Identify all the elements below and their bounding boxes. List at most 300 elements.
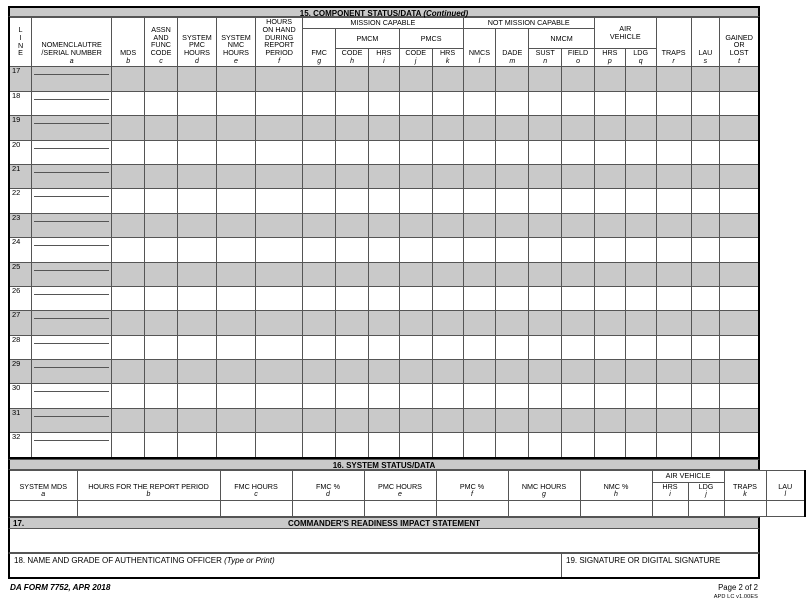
cell-h[interactable] [336, 360, 369, 384]
cell-d[interactable] [177, 262, 216, 286]
cell-g[interactable] [303, 91, 336, 115]
cell-k[interactable] [432, 311, 463, 335]
cell-d[interactable] [177, 433, 216, 458]
cell-n[interactable] [529, 384, 562, 408]
cell-p[interactable] [594, 67, 625, 91]
cell-i[interactable] [368, 384, 399, 408]
cell-q[interactable] [625, 408, 656, 432]
cell-r[interactable] [656, 189, 691, 213]
cell-k[interactable] [432, 189, 463, 213]
cell-l[interactable] [463, 213, 496, 237]
cell-c[interactable] [145, 335, 178, 359]
s16-entry-system-mds[interactable] [9, 500, 77, 516]
cell-nomenclature-serial[interactable] [32, 262, 112, 286]
cell-t[interactable] [720, 238, 759, 262]
cell-j[interactable] [399, 286, 432, 310]
cell-s[interactable] [691, 91, 720, 115]
cell-l[interactable] [463, 433, 496, 458]
cell-s[interactable] [691, 189, 720, 213]
s16-entry-pmc-hours[interactable] [364, 500, 436, 516]
cell-q[interactable] [625, 384, 656, 408]
cell-p[interactable] [594, 91, 625, 115]
cell-r[interactable] [656, 433, 691, 458]
cell-l[interactable] [463, 140, 496, 164]
cell-f[interactable] [256, 360, 303, 384]
cell-j[interactable] [399, 164, 432, 188]
cell-p[interactable] [594, 189, 625, 213]
cell-e[interactable] [216, 286, 255, 310]
cell-q[interactable] [625, 189, 656, 213]
cell-nomenclature-serial[interactable] [32, 189, 112, 213]
cell-t[interactable] [720, 408, 759, 432]
cell-f[interactable] [256, 433, 303, 458]
cell-s[interactable] [691, 116, 720, 140]
cell-b[interactable] [112, 67, 145, 91]
cell-f[interactable] [256, 262, 303, 286]
cell-i[interactable] [368, 262, 399, 286]
cell-b[interactable] [112, 408, 145, 432]
cell-f[interactable] [256, 384, 303, 408]
cell-t[interactable] [720, 164, 759, 188]
cell-q[interactable] [625, 335, 656, 359]
cell-q[interactable] [625, 164, 656, 188]
cell-j[interactable] [399, 238, 432, 262]
cell-o[interactable] [562, 384, 595, 408]
cell-n[interactable] [529, 433, 562, 458]
cell-f[interactable] [256, 164, 303, 188]
cell-n[interactable] [529, 116, 562, 140]
cell-c[interactable] [145, 238, 178, 262]
cell-p[interactable] [594, 238, 625, 262]
cell-b[interactable] [112, 262, 145, 286]
cell-o[interactable] [562, 311, 595, 335]
cell-e[interactable] [216, 262, 255, 286]
cell-p[interactable] [594, 140, 625, 164]
section-19-field[interactable] [562, 554, 758, 577]
cell-nomenclature-serial[interactable] [32, 238, 112, 262]
cell-o[interactable] [562, 335, 595, 359]
cell-p[interactable] [594, 360, 625, 384]
cell-d[interactable] [177, 360, 216, 384]
s16-entry-hours-report-period[interactable] [77, 500, 220, 516]
cell-r[interactable] [656, 140, 691, 164]
cell-h[interactable] [336, 91, 369, 115]
cell-q[interactable] [625, 433, 656, 458]
cell-k[interactable] [432, 384, 463, 408]
cell-g[interactable] [303, 335, 336, 359]
cell-i[interactable] [368, 238, 399, 262]
cell-i[interactable] [368, 116, 399, 140]
cell-c[interactable] [145, 189, 178, 213]
cell-n[interactable] [529, 189, 562, 213]
cell-j[interactable] [399, 116, 432, 140]
cell-g[interactable] [303, 140, 336, 164]
cell-g[interactable] [303, 238, 336, 262]
cell-l[interactable] [463, 116, 496, 140]
cell-m[interactable] [496, 116, 529, 140]
cell-j[interactable] [399, 384, 432, 408]
cell-j[interactable] [399, 335, 432, 359]
cell-m[interactable] [496, 433, 529, 458]
cell-o[interactable] [562, 140, 595, 164]
cell-d[interactable] [177, 286, 216, 310]
cell-c[interactable] [145, 311, 178, 335]
cell-p[interactable] [594, 384, 625, 408]
cell-s[interactable] [691, 311, 720, 335]
cell-l[interactable] [463, 238, 496, 262]
cell-d[interactable] [177, 335, 216, 359]
cell-t[interactable] [720, 286, 759, 310]
cell-t[interactable] [720, 116, 759, 140]
cell-r[interactable] [656, 360, 691, 384]
cell-m[interactable] [496, 238, 529, 262]
cell-q[interactable] [625, 67, 656, 91]
cell-k[interactable] [432, 408, 463, 432]
cell-o[interactable] [562, 91, 595, 115]
cell-nomenclature-serial[interactable] [32, 67, 112, 91]
cell-o[interactable] [562, 67, 595, 91]
cell-d[interactable] [177, 213, 216, 237]
cell-g[interactable] [303, 433, 336, 458]
cell-s[interactable] [691, 335, 720, 359]
cell-h[interactable] [336, 238, 369, 262]
cell-s[interactable] [691, 213, 720, 237]
cell-h[interactable] [336, 262, 369, 286]
s16-entry-traps[interactable] [724, 500, 766, 516]
cell-j[interactable] [399, 140, 432, 164]
cell-t[interactable] [720, 189, 759, 213]
cell-r[interactable] [656, 238, 691, 262]
cell-g[interactable] [303, 67, 336, 91]
cell-j[interactable] [399, 262, 432, 286]
cell-k[interactable] [432, 335, 463, 359]
cell-j[interactable] [399, 408, 432, 432]
cell-b[interactable] [112, 140, 145, 164]
cell-b[interactable] [112, 433, 145, 458]
cell-s[interactable] [691, 262, 720, 286]
cell-h[interactable] [336, 213, 369, 237]
cell-c[interactable] [145, 286, 178, 310]
cell-g[interactable] [303, 213, 336, 237]
cell-l[interactable] [463, 384, 496, 408]
cell-n[interactable] [529, 164, 562, 188]
cell-t[interactable] [720, 91, 759, 115]
cell-e[interactable] [216, 360, 255, 384]
cell-i[interactable] [368, 189, 399, 213]
cell-l[interactable] [463, 360, 496, 384]
cell-i[interactable] [368, 408, 399, 432]
cell-s[interactable] [691, 164, 720, 188]
cell-m[interactable] [496, 213, 529, 237]
cell-k[interactable] [432, 238, 463, 262]
cell-s[interactable] [691, 360, 720, 384]
cell-h[interactable] [336, 164, 369, 188]
cell-r[interactable] [656, 164, 691, 188]
cell-r[interactable] [656, 91, 691, 115]
cell-f[interactable] [256, 286, 303, 310]
cell-nomenclature-serial[interactable] [32, 116, 112, 140]
cell-r[interactable] [656, 311, 691, 335]
cell-q[interactable] [625, 91, 656, 115]
cell-nomenclature-serial[interactable] [32, 335, 112, 359]
cell-o[interactable] [562, 189, 595, 213]
cell-k[interactable] [432, 140, 463, 164]
cell-m[interactable] [496, 67, 529, 91]
cell-j[interactable] [399, 311, 432, 335]
cell-p[interactable] [594, 262, 625, 286]
cell-h[interactable] [336, 67, 369, 91]
cell-r[interactable] [656, 116, 691, 140]
cell-l[interactable] [463, 262, 496, 286]
cell-l[interactable] [463, 286, 496, 310]
cell-t[interactable] [720, 67, 759, 91]
cell-l[interactable] [463, 311, 496, 335]
cell-h[interactable] [336, 433, 369, 458]
cell-q[interactable] [625, 360, 656, 384]
cell-g[interactable] [303, 384, 336, 408]
cell-f[interactable] [256, 408, 303, 432]
cell-o[interactable] [562, 116, 595, 140]
cell-b[interactable] [112, 238, 145, 262]
s16-entry-pmc-pct[interactable] [436, 500, 508, 516]
cell-j[interactable] [399, 189, 432, 213]
cell-t[interactable] [720, 335, 759, 359]
cell-l[interactable] [463, 408, 496, 432]
cell-q[interactable] [625, 116, 656, 140]
cell-m[interactable] [496, 91, 529, 115]
cell-f[interactable] [256, 91, 303, 115]
cell-d[interactable] [177, 408, 216, 432]
cell-d[interactable] [177, 311, 216, 335]
cell-t[interactable] [720, 140, 759, 164]
cell-k[interactable] [432, 360, 463, 384]
cell-h[interactable] [336, 116, 369, 140]
cell-g[interactable] [303, 116, 336, 140]
cell-b[interactable] [112, 189, 145, 213]
cell-e[interactable] [216, 384, 255, 408]
cell-b[interactable] [112, 91, 145, 115]
cell-f[interactable] [256, 116, 303, 140]
cell-n[interactable] [529, 91, 562, 115]
cell-nomenclature-serial[interactable] [32, 140, 112, 164]
cell-g[interactable] [303, 262, 336, 286]
cell-t[interactable] [720, 433, 759, 458]
cell-e[interactable] [216, 140, 255, 164]
cell-d[interactable] [177, 116, 216, 140]
cell-e[interactable] [216, 213, 255, 237]
cell-p[interactable] [594, 116, 625, 140]
cell-r[interactable] [656, 286, 691, 310]
cell-s[interactable] [691, 67, 720, 91]
cell-i[interactable] [368, 164, 399, 188]
cell-p[interactable] [594, 311, 625, 335]
cell-d[interactable] [177, 140, 216, 164]
cell-k[interactable] [432, 286, 463, 310]
cell-s[interactable] [691, 433, 720, 458]
cell-e[interactable] [216, 238, 255, 262]
cell-nomenclature-serial[interactable] [32, 311, 112, 335]
cell-c[interactable] [145, 360, 178, 384]
cell-k[interactable] [432, 67, 463, 91]
cell-m[interactable] [496, 189, 529, 213]
cell-nomenclature-serial[interactable] [32, 91, 112, 115]
cell-e[interactable] [216, 433, 255, 458]
cell-m[interactable] [496, 408, 529, 432]
cell-m[interactable] [496, 384, 529, 408]
cell-h[interactable] [336, 311, 369, 335]
cell-n[interactable] [529, 286, 562, 310]
cell-e[interactable] [216, 91, 255, 115]
cell-f[interactable] [256, 238, 303, 262]
s16-entry-av-ldg[interactable] [688, 500, 724, 516]
cell-o[interactable] [562, 360, 595, 384]
cell-n[interactable] [529, 335, 562, 359]
cell-l[interactable] [463, 189, 496, 213]
cell-o[interactable] [562, 213, 595, 237]
cell-s[interactable] [691, 286, 720, 310]
cell-i[interactable] [368, 140, 399, 164]
cell-k[interactable] [432, 262, 463, 286]
cell-p[interactable] [594, 433, 625, 458]
cell-f[interactable] [256, 335, 303, 359]
section-18-field[interactable] [10, 554, 562, 577]
cell-d[interactable] [177, 164, 216, 188]
cell-r[interactable] [656, 384, 691, 408]
cell-r[interactable] [656, 213, 691, 237]
cell-q[interactable] [625, 140, 656, 164]
cell-m[interactable] [496, 286, 529, 310]
cell-j[interactable] [399, 91, 432, 115]
cell-f[interactable] [256, 189, 303, 213]
cell-t[interactable] [720, 384, 759, 408]
cell-b[interactable] [112, 116, 145, 140]
cell-b[interactable] [112, 335, 145, 359]
cell-l[interactable] [463, 67, 496, 91]
cell-n[interactable] [529, 360, 562, 384]
cell-c[interactable] [145, 213, 178, 237]
cell-f[interactable] [256, 67, 303, 91]
cell-j[interactable] [399, 67, 432, 91]
cell-n[interactable] [529, 213, 562, 237]
cell-f[interactable] [256, 213, 303, 237]
cell-f[interactable] [256, 311, 303, 335]
cell-r[interactable] [656, 408, 691, 432]
cell-q[interactable] [625, 262, 656, 286]
cell-n[interactable] [529, 140, 562, 164]
cell-o[interactable] [562, 262, 595, 286]
cell-q[interactable] [625, 213, 656, 237]
cell-h[interactable] [336, 384, 369, 408]
cell-k[interactable] [432, 164, 463, 188]
cell-r[interactable] [656, 67, 691, 91]
cell-k[interactable] [432, 91, 463, 115]
s16-entry-nmc-pct[interactable] [580, 500, 652, 516]
cell-d[interactable] [177, 91, 216, 115]
cell-l[interactable] [463, 91, 496, 115]
cell-i[interactable] [368, 286, 399, 310]
cell-s[interactable] [691, 384, 720, 408]
cell-q[interactable] [625, 286, 656, 310]
cell-h[interactable] [336, 408, 369, 432]
cell-e[interactable] [216, 164, 255, 188]
cell-t[interactable] [720, 360, 759, 384]
cell-q[interactable] [625, 238, 656, 262]
cell-m[interactable] [496, 335, 529, 359]
cell-p[interactable] [594, 213, 625, 237]
cell-o[interactable] [562, 238, 595, 262]
cell-p[interactable] [594, 286, 625, 310]
cell-nomenclature-serial[interactable] [32, 433, 112, 458]
cell-i[interactable] [368, 91, 399, 115]
cell-m[interactable] [496, 360, 529, 384]
cell-t[interactable] [720, 213, 759, 237]
cell-e[interactable] [216, 116, 255, 140]
cell-b[interactable] [112, 384, 145, 408]
cell-n[interactable] [529, 238, 562, 262]
cell-j[interactable] [399, 213, 432, 237]
cell-i[interactable] [368, 360, 399, 384]
cell-nomenclature-serial[interactable] [32, 286, 112, 310]
cell-s[interactable] [691, 408, 720, 432]
cell-k[interactable] [432, 433, 463, 458]
cell-d[interactable] [177, 384, 216, 408]
cell-h[interactable] [336, 286, 369, 310]
cell-c[interactable] [145, 408, 178, 432]
cell-c[interactable] [145, 433, 178, 458]
cell-h[interactable] [336, 189, 369, 213]
cell-o[interactable] [562, 408, 595, 432]
cell-nomenclature-serial[interactable] [32, 213, 112, 237]
cell-s[interactable] [691, 238, 720, 262]
cell-t[interactable] [720, 262, 759, 286]
cell-b[interactable] [112, 164, 145, 188]
cell-t[interactable] [720, 311, 759, 335]
cell-b[interactable] [112, 311, 145, 335]
cell-p[interactable] [594, 408, 625, 432]
cell-nomenclature-serial[interactable] [32, 384, 112, 408]
cell-e[interactable] [216, 335, 255, 359]
cell-i[interactable] [368, 311, 399, 335]
cell-d[interactable] [177, 189, 216, 213]
section-17-input[interactable] [8, 529, 760, 553]
cell-m[interactable] [496, 140, 529, 164]
cell-c[interactable] [145, 140, 178, 164]
cell-i[interactable] [368, 213, 399, 237]
cell-c[interactable] [145, 91, 178, 115]
cell-h[interactable] [336, 140, 369, 164]
cell-r[interactable] [656, 335, 691, 359]
cell-e[interactable] [216, 311, 255, 335]
s16-entry-nmc-hours[interactable] [508, 500, 580, 516]
cell-g[interactable] [303, 164, 336, 188]
s16-entry-av-hrs[interactable] [652, 500, 688, 516]
s16-entry-fmc-hours[interactable] [220, 500, 292, 516]
cell-k[interactable] [432, 213, 463, 237]
cell-c[interactable] [145, 384, 178, 408]
cell-g[interactable] [303, 286, 336, 310]
cell-o[interactable] [562, 433, 595, 458]
cell-r[interactable] [656, 262, 691, 286]
cell-d[interactable] [177, 67, 216, 91]
cell-n[interactable] [529, 262, 562, 286]
cell-nomenclature-serial[interactable] [32, 164, 112, 188]
cell-i[interactable] [368, 433, 399, 458]
cell-s[interactable] [691, 140, 720, 164]
cell-o[interactable] [562, 286, 595, 310]
cell-j[interactable] [399, 360, 432, 384]
cell-b[interactable] [112, 286, 145, 310]
cell-k[interactable] [432, 116, 463, 140]
